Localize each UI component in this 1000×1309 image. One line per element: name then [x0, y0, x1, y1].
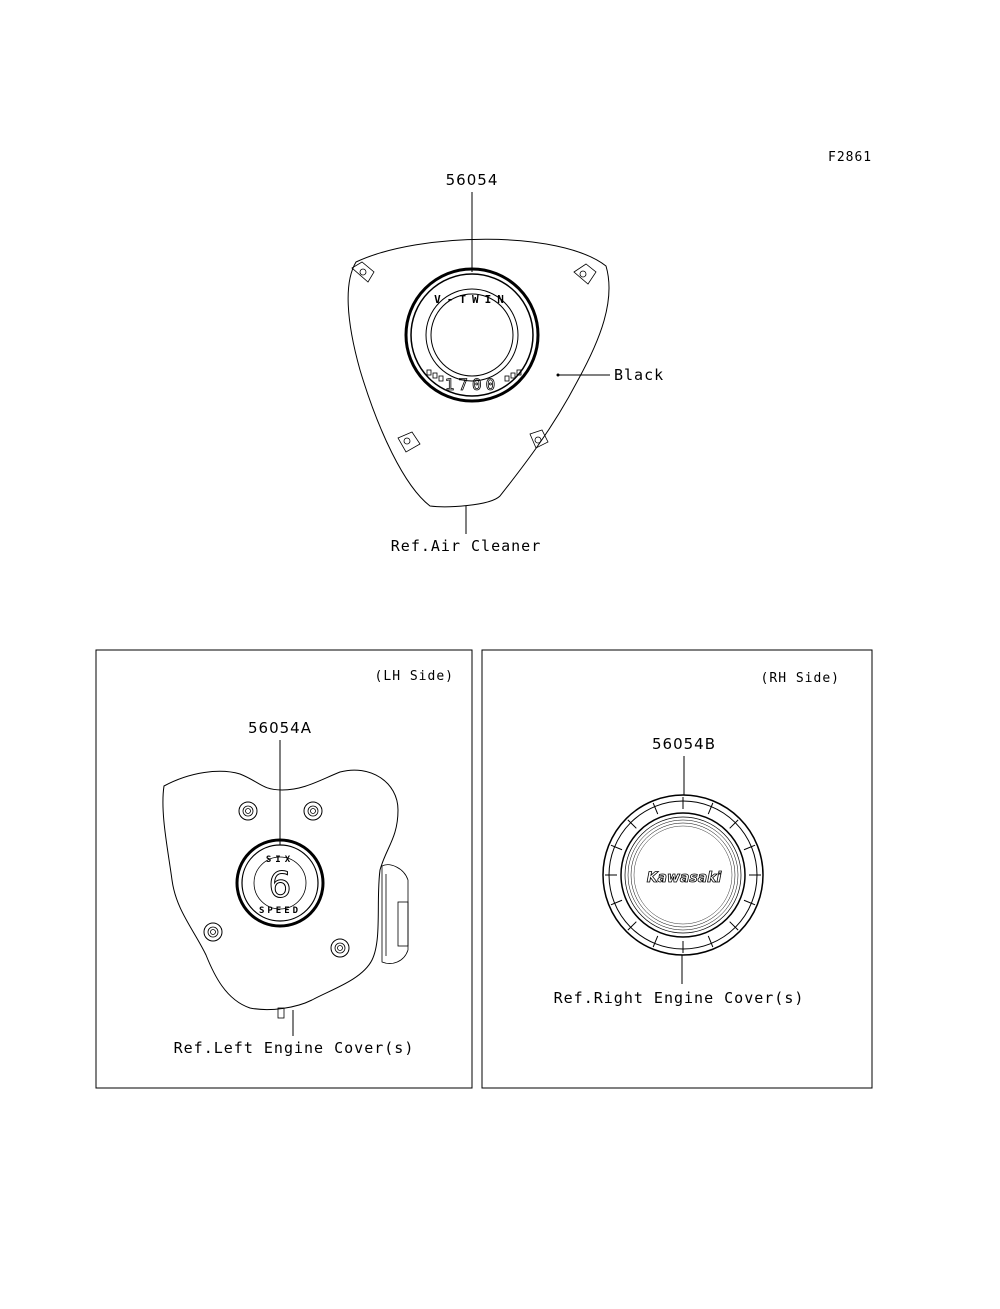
- rh-side-panel: [482, 650, 872, 1088]
- emblem-upper-text: SIX: [265, 855, 295, 865]
- bolt-icon: [239, 802, 257, 820]
- ring-notch: [611, 900, 622, 905]
- bolt-icon: [304, 802, 322, 820]
- bolt-icon: [331, 939, 349, 957]
- ring-notch: [708, 803, 713, 814]
- rh-side-label: (RH Side): [760, 671, 840, 686]
- emblem-center-text: 6: [268, 865, 292, 906]
- emblem-upper-text: V-TWIN: [434, 293, 510, 306]
- ring-notch: [611, 845, 622, 850]
- air-cleaner-cover: [348, 239, 609, 506]
- figure-id: F2861: [828, 150, 873, 165]
- ring-notch: [744, 845, 755, 850]
- ring-notch: [653, 936, 658, 947]
- emblem-lower-text: 1700: [444, 375, 500, 394]
- lh-side-label: (LH Side): [374, 669, 454, 684]
- emblem-center-text: Kawasaki: [646, 870, 722, 886]
- emblem-lower-text: SPEED: [258, 906, 302, 916]
- ring-notch: [708, 936, 713, 947]
- kawasaki-emblem: [603, 795, 763, 955]
- v-twin-emblem: [406, 269, 538, 401]
- ring-notch: [653, 803, 658, 814]
- ring-notch: [744, 900, 755, 905]
- bolt-icon: [204, 923, 222, 941]
- color-callout-black: Black: [614, 366, 665, 384]
- reference-air-cleaner: Ref.Air Cleaner: [390, 537, 542, 555]
- part-number-56054: 56054: [445, 171, 499, 189]
- part-number-56054a: 56054A: [248, 719, 312, 737]
- reference-left-engine-cover: Ref.Left Engine Cover(s): [173, 1039, 415, 1057]
- part-number-56054b: 56054B: [651, 735, 717, 753]
- reference-right-engine-cover: Ref.Right Engine Cover(s): [553, 989, 805, 1007]
- six-speed-emblem: [237, 840, 323, 926]
